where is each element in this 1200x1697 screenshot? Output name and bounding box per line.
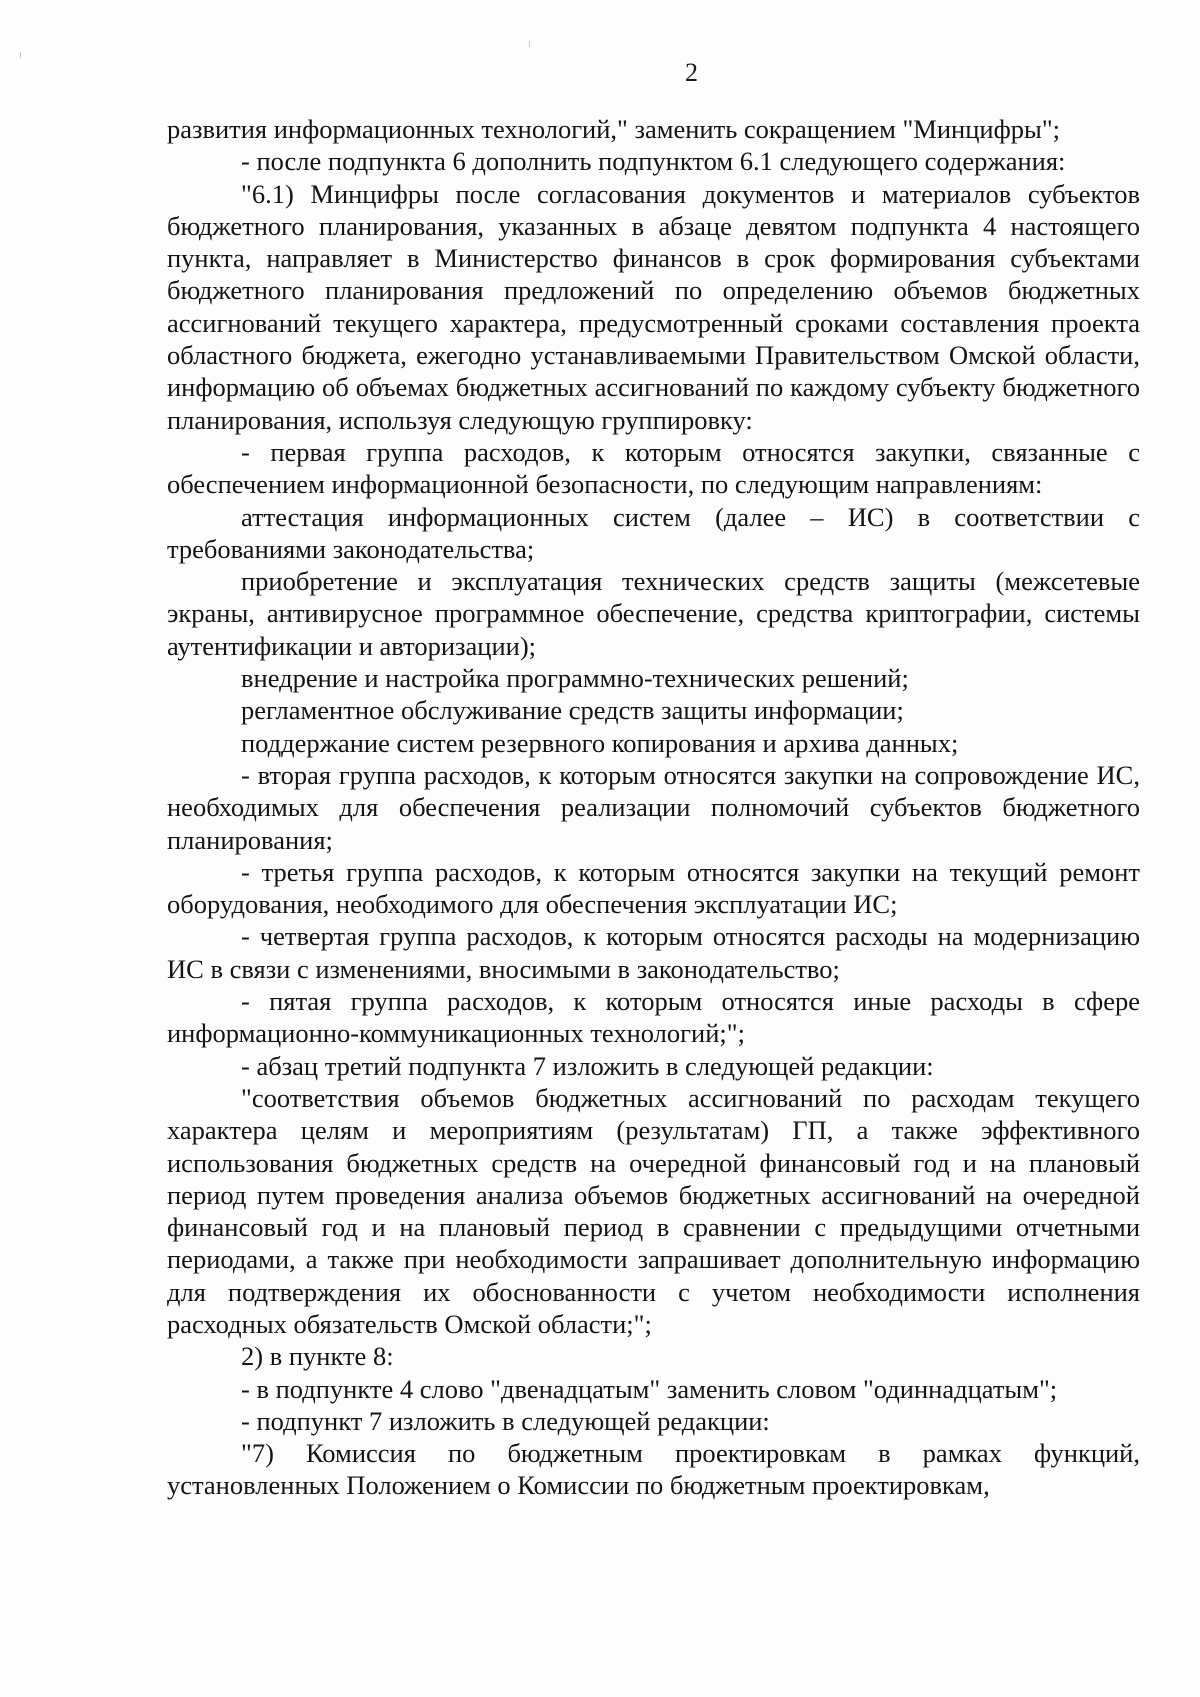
- paragraph: - абзац третий подпункта 7 изложить в следующей редакции:: [241, 1050, 934, 1081]
- scan-artifact: [20, 52, 21, 58]
- paragraph: развития информационных технологий," заменить сокращением "Минцифры";: [167, 114, 1061, 144]
- paragraph: "7) Комиссия по бюджетным проектировкам в рамках функций, установленных Положением о Комиссии по бюджетным проектировкам,: [167, 1438, 1140, 1501]
- paragraph: "соответствия объемов бюджетных ассигнований по расходам текущего характера целям и мероприятиям (результатам) ГП, а также эффективного использования бюджетных средств на очередной финансовый год и на плановый период путем проведения анализа объемов бюджетных ассигнований на очередной финансовый год и на плановый период в сравнении с предыдущими отчетными периодами, а также при необходимости запрашивает дополнительную информацию для подтверждения их обоснованности с учетом необходимости исполнения расходных обязательств Омской области;";: [167, 1082, 1140, 1339]
- paragraph: "6.1) Минцифры после согласования документов и материалов субъектов бюджетного планирования, указанных в абзаце девятом подпункта 4 настоящего пункта, направляет в Министерство финансов в срок формирования субъектами бюджетного планирования предложений по определению объемов бюджетных ассигнований текущего характера, предусмотренный сроками составления проекта областного бюджета, ежегодно устанавливаемыми Правительством Омской области, информацию об объемах бюджетных ассигнований по каждому субъекту бюджетного планирования, используя следующую группировку:: [167, 178, 1140, 435]
- paragraph: - пятая группа расходов, к которым относятся иные расходы в сфере информационно-коммуникационных технологий;";: [167, 986, 1140, 1049]
- paragraph: поддержание систем резервного копирования и архива данных;: [241, 727, 959, 758]
- paragraph: аттестация информационных систем (далее – ИС) в соответствии с требованиями законодательства;: [167, 501, 1140, 564]
- paragraph: - первая группа расходов, к которым относятся закупки, связанные с обеспечением информационной безопасности, по следующим направлениям:: [167, 436, 1140, 500]
- paragraph: регламентное обслуживание средств защиты информации;: [241, 695, 904, 726]
- paragraph: - вторая группа расходов, к которым относятся закупки на сопровождение ИС, необходимых для обеспечения реализации полномочий субъектов бюджетного планирования;: [167, 759, 1140, 855]
- scan-artifact: [529, 41, 530, 47]
- paragraph: - третья группа расходов, к которым относятся закупки на текущий ремонт оборудования, необходимого для обеспечения эксплуатации ИС;: [167, 856, 1140, 920]
- paragraph: приобретение и эксплуатация технических средств защиты (межсетевые экраны, антивирусное программное обеспечение, средства криптографии, системы аутентификации и авторизации);: [167, 566, 1140, 661]
- paragraph: 2) в пункте 8:: [241, 1341, 394, 1372]
- paragraph: - подпункт 7 изложить в следующей редакции:: [241, 1405, 770, 1436]
- page-number: 2: [685, 58, 698, 87]
- paragraph: внедрение и настройка программно-технических решений;: [241, 663, 909, 694]
- paragraph: - четвертая группа расходов, к которым относятся расходы на модернизацию ИС в связи с изменениями, вносимыми в законодательство;: [167, 921, 1140, 984]
- paragraph: - после подпункта 6 дополнить подпунктом 6.1 следующего содержания:: [241, 146, 1066, 177]
- document-body: [167, 113, 1140, 1502]
- paragraph: - в подпункте 4 слово "двенадцатым" заменить словом "одиннадцатым";: [241, 1373, 1058, 1404]
